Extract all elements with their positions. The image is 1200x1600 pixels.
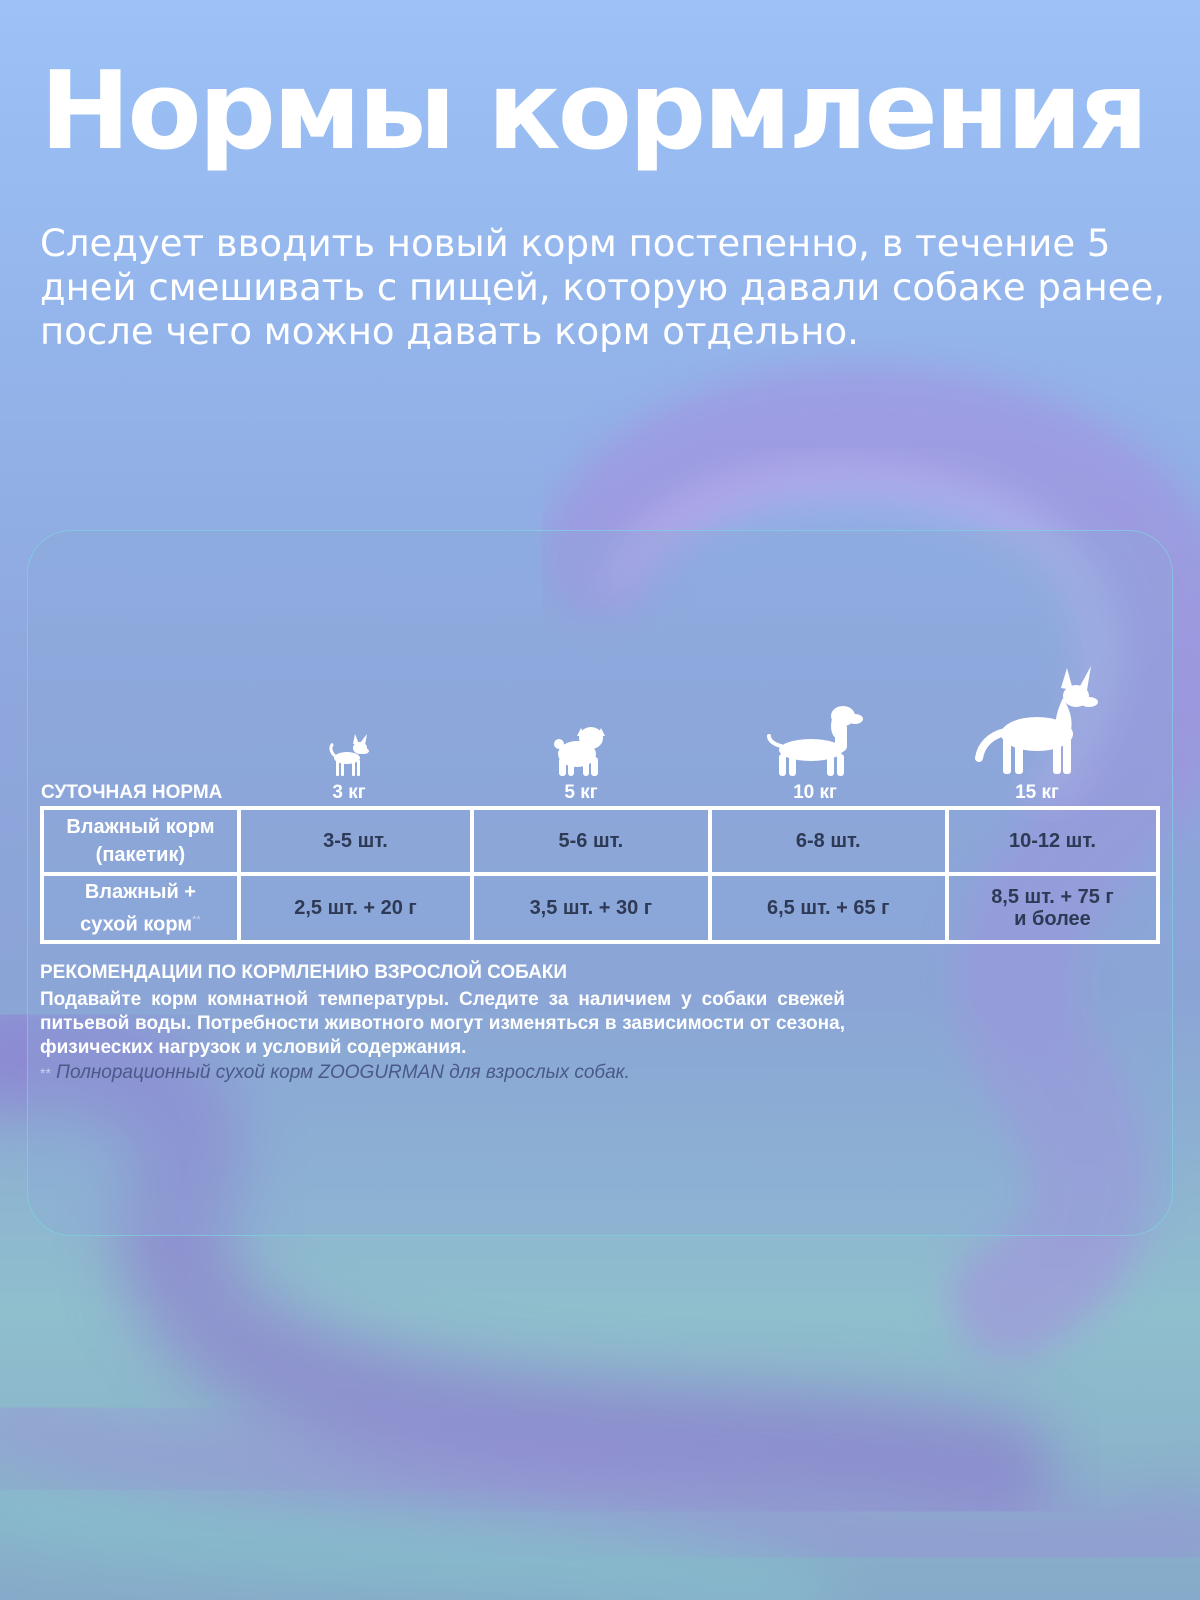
footnote-marker: ** <box>192 913 201 926</box>
table-cell: 3-5 шт. <box>239 808 472 874</box>
footnote <box>40 1062 845 1084</box>
intro-text: Следует вводить новый корм постепенно, в течение 5 дней смешивать с пищей, которую давали собаке ранее, после чего можно давать корм отдельно. <box>40 222 1166 353</box>
feeding-table <box>40 806 1160 944</box>
table-header-row <box>40 660 1160 806</box>
feeding-table-section <box>40 660 1160 944</box>
cell-value: 8,5 шт. + 75 г <box>991 886 1114 908</box>
row-label-line1: Влажный + <box>84 880 196 903</box>
table-cell <box>947 874 1158 942</box>
footnote-marker: ** <box>40 1065 51 1081</box>
pug-icon <box>553 724 609 778</box>
table-cell: 3,5 шт. + 30 г <box>472 874 709 942</box>
page-title: Нормы кормления <box>40 49 1146 174</box>
daily-norm-label: СУТОЧНАЯ НОРМА <box>41 782 223 803</box>
row-label-line1: Влажный корм <box>66 816 215 838</box>
column-header-15kg <box>932 660 1142 806</box>
weight-label-5kg: 5 кг <box>564 782 598 803</box>
row-label-wet-food <box>42 808 239 874</box>
weight-label-15kg: 15 кг <box>1015 782 1059 803</box>
table-cell: 5-6 шт. <box>472 808 709 874</box>
chihuahua-icon <box>327 732 371 778</box>
table-cell: 6,5 шт. + 65 г <box>710 874 947 942</box>
dachshund-icon <box>767 702 863 778</box>
column-header-5kg <box>464 660 698 806</box>
cell-value-extra: и более <box>1014 908 1091 930</box>
weight-label-3kg: 3 кг <box>332 782 366 803</box>
footnote-text: Полнорационный сухой корм ZOOGURMAN для взрослых собак. <box>50 1062 630 1083</box>
shepherd-icon <box>975 666 1099 778</box>
column-header-3kg <box>234 660 464 806</box>
table-cell: 10-12 шт. <box>947 808 1158 874</box>
row-label-line2: сухой корм <box>80 913 193 936</box>
recommendations-body: Подавайте корм комнатной температуры. Следите за наличием у собаки свежей питьевой воды. Потребности животного могут изменяться в зависимости от сезона, физических нагрузок и условий содержания. <box>40 989 845 1058</box>
table-cell: 6-8 шт. <box>710 808 947 874</box>
row-label-line2: (пакетик) <box>95 844 186 866</box>
column-header-10kg <box>698 660 932 806</box>
row-label-mixed-food <box>42 874 239 942</box>
table-row <box>42 874 1158 942</box>
weight-label-10kg: 10 кг <box>793 782 837 803</box>
recommendations-title: РЕКОМЕНДАЦИИ ПО КОРМЛЕНИЮ ВЗРОСЛОЙ СОБАКИ <box>40 962 568 983</box>
table-row <box>42 808 1158 874</box>
recommendations-section <box>40 962 845 1084</box>
table-cell: 2,5 шт. + 20 г <box>239 874 472 942</box>
